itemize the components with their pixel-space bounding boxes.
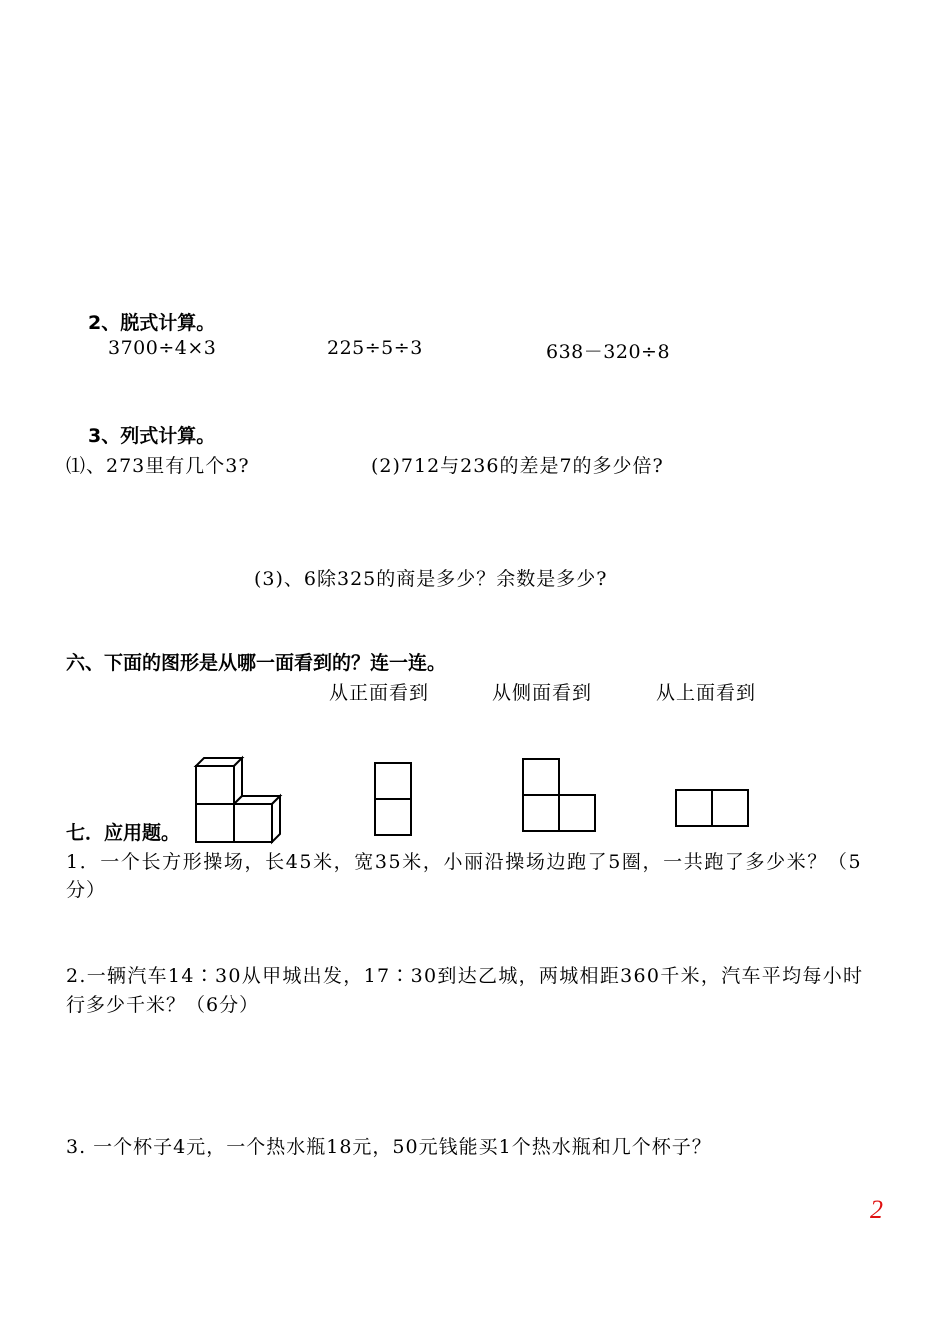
front-view-figure	[521, 757, 601, 835]
problem-3: 3. 一个杯子4元，一个热水瓶18元，50元钱能买1个热水瓶和几个杯子？	[66, 1136, 712, 1158]
problem-1-line-2: 分）	[66, 879, 107, 901]
cube-stack-figure	[190, 752, 290, 847]
question-2: (2)712与236的差是7的多少倍?	[371, 455, 664, 477]
view-label-front: 从正面看到	[329, 682, 430, 704]
section-2-heading: 2、脱式计算。	[88, 312, 216, 334]
side-view-figure	[374, 762, 414, 837]
expression-2: 225÷5÷3	[327, 337, 423, 359]
section-3-heading: 3、列式计算。	[88, 425, 216, 447]
section-7-heading: 七．应用题。	[66, 822, 181, 844]
page-number: 2	[870, 1195, 883, 1224]
expression-1: 3700÷4×3	[108, 337, 217, 359]
question-1: ⑴、273里有几个3?	[66, 455, 250, 477]
section-6-heading: 六、下面的图形是从哪一面看到的？连一连。	[66, 652, 447, 674]
expression-3: 638－320÷8	[546, 341, 671, 363]
view-label-side: 从侧面看到	[492, 682, 593, 704]
view-label-top: 从上面看到	[656, 682, 757, 704]
problem-2-line-2: 行多少千米？（6分）	[66, 994, 260, 1016]
top-view-figure	[675, 788, 753, 830]
problem-1-line-1: 1．一个长方形操场，长45米，宽35米，小丽沿操场边跑了5圈，一共跑了多少米？（5	[66, 851, 863, 873]
problem-2-line-1: 2.一辆汽车14∶30从甲城出发，17∶30到达乙城，两城相距360千米，汽车平均每小时	[66, 965, 864, 987]
question-3: (3)、6除325的商是多少？余数是多少?	[254, 568, 608, 590]
